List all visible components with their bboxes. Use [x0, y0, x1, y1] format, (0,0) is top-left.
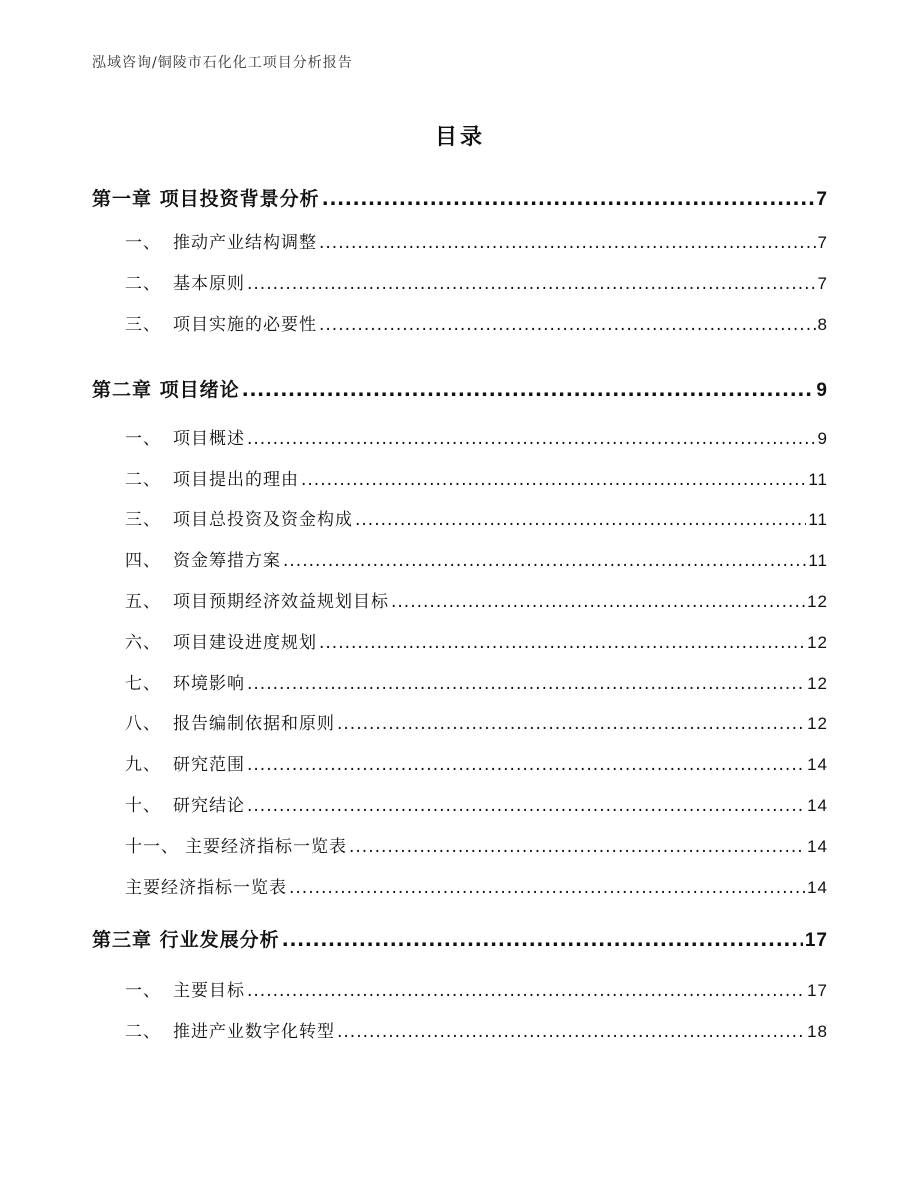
toc-page-number: 14 [807, 796, 828, 815]
toc-section-entry[interactable] [92, 465, 828, 490]
toc-entry-label: 研究结论 [173, 796, 245, 816]
toc-entry-number: 十一、 [125, 837, 179, 857]
toc-entry-number: 十、 [125, 796, 161, 816]
toc-entry-label: 第三章 行业发展分析 [92, 929, 280, 951]
toc-section-entry[interactable] [92, 709, 828, 734]
toc-section-entry[interactable] [92, 628, 828, 653]
dot-leader [247, 274, 816, 294]
dot-leader [319, 633, 805, 653]
dot-leader [337, 714, 805, 734]
running-header: 泓域咨询/铜陵市石化化工项目分析报告 [92, 55, 353, 71]
toc-entry-number: 七、 [125, 674, 161, 694]
toc-page-number: 7 [817, 233, 828, 252]
toc-entry-label: 项目提出的理由 [173, 470, 299, 490]
toc-entry-label: 研究范围 [173, 755, 245, 775]
toc-entry-number: 四、 [125, 551, 161, 571]
toc-chapter-entry[interactable] [92, 184, 828, 211]
toc-entry-number: 三、 [125, 315, 161, 335]
toc-section-entry[interactable] [92, 832, 828, 857]
toc-entry-label: 报告编制依据和原则 [173, 714, 335, 734]
toc-entry-label: 项目总投资及资金构成 [173, 510, 353, 530]
toc-chapter-entry[interactable] [92, 925, 828, 952]
toc-page-number: 18 [807, 1022, 828, 1041]
dot-leader [355, 510, 806, 530]
toc-page-number: 14 [807, 878, 828, 897]
toc-page-number: 12 [807, 592, 828, 611]
dot-leader [349, 837, 805, 857]
dot-leader [337, 1022, 805, 1042]
toc-page-number: 12 [807, 714, 828, 733]
toc-entry-label: 第一章 项目投资背景分析 [92, 188, 320, 210]
toc-page-number: 14 [807, 837, 828, 856]
dot-leader [301, 470, 806, 490]
toc-entry-number: 二、 [125, 1022, 161, 1042]
toc-section-entry[interactable] [92, 310, 828, 335]
toc-page-number: 11 [808, 470, 828, 489]
toc-section-entry[interactable] [92, 750, 828, 775]
toc-section-entry[interactable] [92, 228, 828, 253]
dot-leader [247, 981, 805, 1001]
toc-chapter-entry[interactable] [92, 375, 828, 402]
toc-entry-number: 二、 [125, 274, 161, 294]
toc-entry-number: 九、 [125, 755, 161, 775]
toc-entry-number: 一、 [125, 233, 161, 253]
toc-entry-label: 基本原则 [173, 274, 245, 294]
toc-entry-label: 推动产业结构调整 [173, 233, 317, 253]
toc-entry-label: 主要经济指标一览表 [185, 837, 347, 857]
toc-section-entry[interactable] [92, 587, 828, 612]
dot-leader [322, 188, 815, 210]
dot-leader [282, 929, 803, 951]
toc-entry-label: 项目概述 [173, 429, 245, 449]
toc-entry-label: 环境影响 [173, 674, 245, 694]
toc-section-entry[interactable] [92, 873, 828, 898]
toc-page-number: 17 [807, 981, 828, 1000]
toc-entry-label: 推进产业数字化转型 [173, 1022, 335, 1042]
toc-entry-label: 主要目标 [173, 981, 245, 1001]
toc-entry-number: 三、 [125, 510, 161, 530]
toc-page-number: 9 [817, 429, 828, 448]
toc-section-entry[interactable] [92, 1017, 828, 1042]
toc-section-entry[interactable] [92, 424, 828, 449]
toc-entry-label: 第二章 项目绪论 [92, 379, 240, 401]
toc-entry-number: 八、 [125, 714, 161, 734]
toc-entry-number: 六、 [125, 633, 161, 653]
toc-entry-number: 五、 [125, 592, 161, 612]
dot-leader [247, 674, 805, 694]
toc-entry-label: 项目实施的必要性 [173, 315, 317, 335]
dot-leader [247, 755, 805, 775]
toc-entry-label: 项目建设进度规划 [173, 633, 317, 653]
dot-leader [391, 592, 805, 612]
dot-leader [242, 379, 815, 401]
toc-page-number: 7 [816, 189, 828, 210]
dot-leader [247, 796, 805, 816]
toc-section-entry[interactable] [92, 505, 828, 530]
dot-leader [247, 429, 816, 449]
toc-page-number: 7 [817, 274, 828, 293]
dot-leader [283, 551, 806, 571]
toc-entry-label: 资金筹措方案 [173, 551, 281, 571]
toc-page-number: 17 [804, 930, 828, 951]
dot-leader [319, 233, 816, 253]
toc-page-number: 12 [807, 633, 828, 652]
toc-section-entry[interactable] [92, 669, 828, 694]
toc-entry-label: 主要经济指标一览表 [125, 878, 287, 898]
toc-page-number: 14 [807, 755, 828, 774]
toc-page-number: 11 [808, 551, 828, 570]
toc-page-number: 12 [807, 674, 828, 693]
toc-entry-number: 一、 [125, 981, 161, 1001]
toc-entry-number: 二、 [125, 470, 161, 490]
toc-title: 目录 [434, 125, 485, 150]
toc-section-entry[interactable] [92, 791, 828, 816]
toc-section-entry[interactable] [92, 269, 828, 294]
toc-entry-number: 一、 [125, 429, 161, 449]
dot-leader [289, 878, 805, 898]
toc-section-entry[interactable] [92, 546, 828, 571]
toc-entry-label: 项目预期经济效益规划目标 [173, 592, 389, 612]
dot-leader [319, 315, 816, 335]
toc-page-number: 8 [817, 315, 828, 334]
toc-section-entry[interactable] [92, 976, 828, 1001]
toc-page-number: 9 [816, 380, 828, 401]
toc-page-number: 11 [808, 510, 828, 529]
